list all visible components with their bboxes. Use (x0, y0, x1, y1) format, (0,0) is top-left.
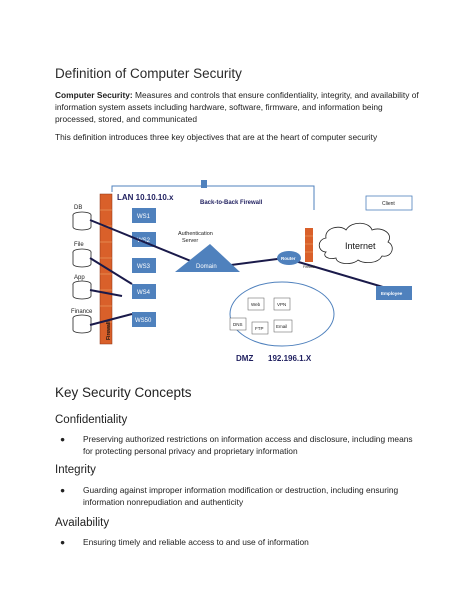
definition-heading: Definition of Computer Security (55, 66, 242, 81)
employee-box (376, 286, 412, 300)
svg-text:WS2: WS2 (137, 238, 151, 244)
file-server-icon (73, 242, 91, 267)
bullet-icon: ● (60, 434, 66, 444)
database-icon (73, 205, 91, 230)
finance-label: Finance (71, 309, 93, 315)
svg-text:Email: Email (276, 324, 288, 329)
svg-text:FTP: FTP (255, 326, 264, 331)
workstation-ws1 (132, 208, 156, 223)
confidentiality-text: Preserving authorized restrictions on information access and disclosure, including means for protecting personal privacy and proprietary information (83, 434, 413, 456)
auth-server-line1: Authentication (178, 231, 213, 237)
workstation-ws50 (132, 312, 156, 327)
dmz-server-web (248, 298, 264, 310)
definition-body: Measures and controls that ensure confidentiality, integrity, and availability of information system assets including hardware, software, firmware, and information being processed, stored, and communicated (55, 90, 419, 124)
definition-term: Computer Security: (55, 90, 133, 100)
dmz-server-vpn (274, 298, 290, 310)
availability-text: Ensuring timely and reliable access to and use of information (83, 537, 309, 547)
availability-heading: Availability (55, 517, 110, 529)
app-server-icon (73, 275, 91, 299)
svg-text:Router: Router (281, 256, 296, 261)
finance-server-icon (71, 309, 93, 333)
app-label: App (74, 275, 85, 281)
dmz-label: DMZ (236, 354, 254, 363)
router-icon (277, 251, 301, 265)
svg-text:VPN: VPN (277, 302, 287, 307)
svg-text:Internet: Internet (345, 241, 376, 251)
svg-text:WS4: WS4 (137, 290, 151, 296)
dmz-server-ftp (252, 322, 268, 334)
svg-text:Domain: Domain (196, 264, 217, 270)
firewall-left-label: Firewall (106, 321, 112, 340)
back-firewall-label: Back-to-Back Firewall (200, 200, 263, 206)
client-box (366, 196, 412, 210)
db-label: DB (74, 205, 83, 211)
lan-label: LAN 10.10.10.x (117, 193, 174, 202)
bullet-icon: ● (60, 485, 66, 495)
internet-cloud-icon (319, 223, 392, 263)
confidentiality-heading: Confidentiality (55, 414, 128, 426)
concepts-heading: Key Security Concepts (55, 385, 192, 400)
integrity-heading: Integrity (55, 464, 96, 476)
bullet-icon: ● (60, 537, 66, 547)
svg-text:DNS: DNS (233, 322, 243, 327)
svg-text:Employee: Employee (381, 291, 403, 296)
workstation-ws3 (132, 258, 156, 273)
svg-text:Web: Web (251, 302, 261, 307)
svg-text:Client: Client (382, 201, 395, 207)
svg-text:WS50: WS50 (135, 318, 152, 324)
auth-server-line2: Server (182, 238, 199, 244)
dmz-server-email (274, 320, 292, 332)
svg-text:Firewall: Firewall (303, 265, 316, 269)
dmz-zone (230, 282, 334, 346)
definition-intro: This definition introduces three key objectives that are at the heart of computer security (55, 132, 378, 142)
svg-text:WS3: WS3 (137, 264, 151, 270)
dmz-ip: 192.196.1.X (268, 354, 312, 363)
file-label: File (74, 242, 84, 248)
workstation-ws4 (132, 284, 156, 299)
integrity-text: Guarding against improper information modification or destruction, including ensuring information nonrepudiation and authenticity (83, 485, 399, 507)
svg-text:WS1: WS1 (137, 214, 151, 220)
bracket-tick (201, 180, 207, 188)
dmz-server-dns (230, 318, 246, 330)
network-diagram (60, 180, 420, 375)
definition-paragraph (55, 89, 425, 125)
